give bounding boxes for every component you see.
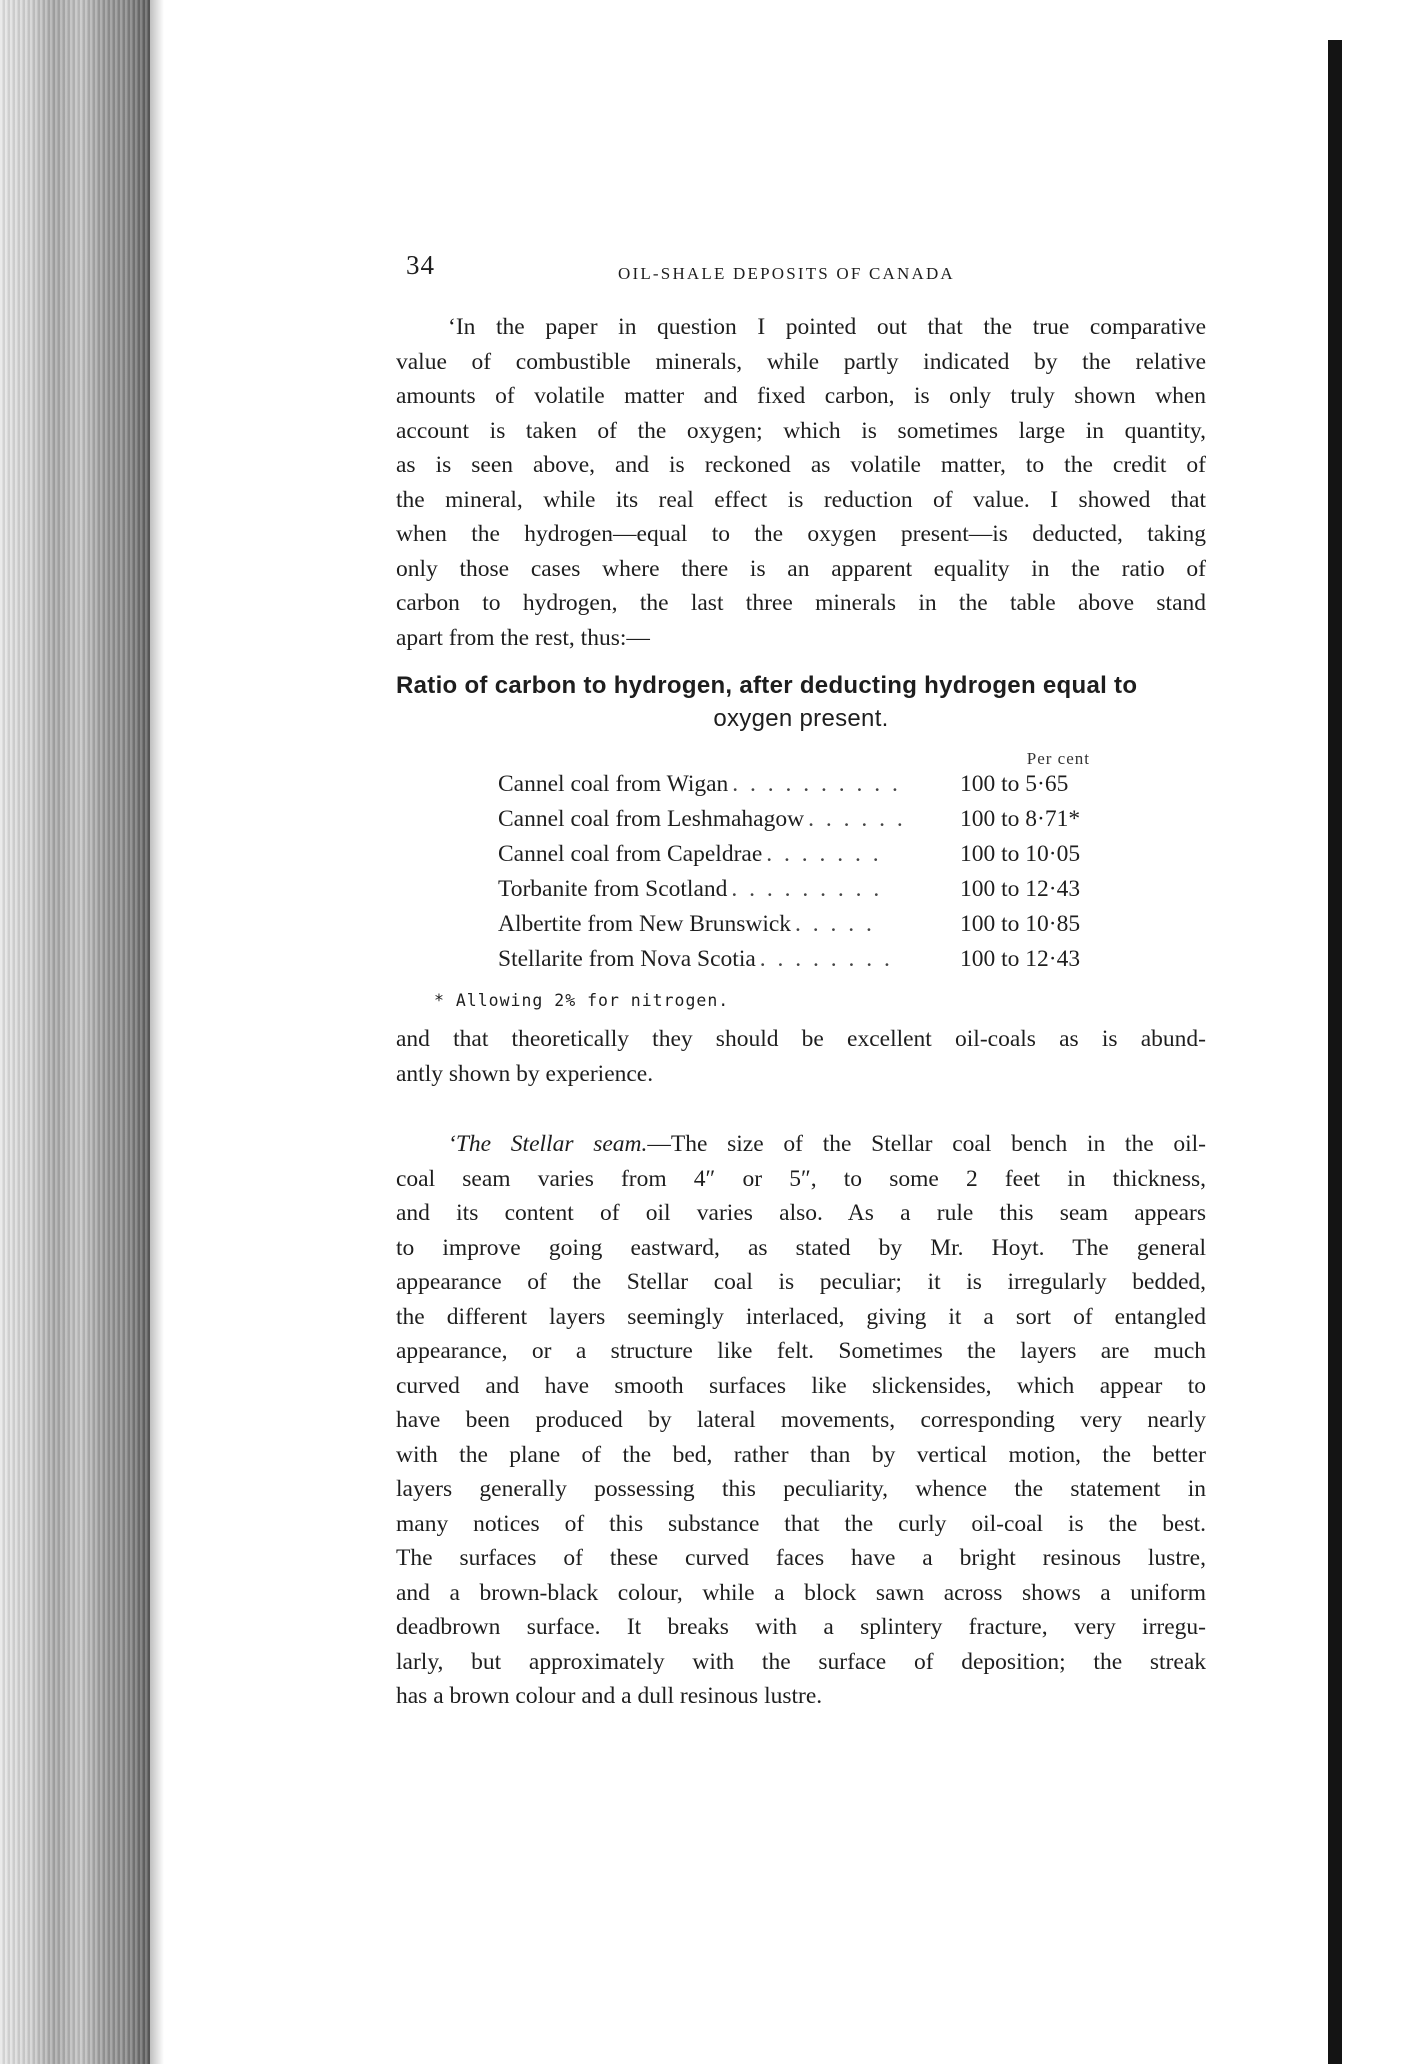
book-page (396, 250, 1206, 1714)
mineral-name: Cannel coal from Leshmahagow (498, 806, 805, 832)
text-line: antly shown by experience. (396, 1060, 654, 1087)
ratio-value: 100 to 10·85 (960, 911, 1081, 937)
gutter-shadow (150, 0, 164, 2064)
ratio-value: 100 to 5·65 (960, 771, 1069, 797)
mineral-name: Torbanite from Scotland (498, 876, 728, 902)
text-line: to improve going eastward, as stated by Mr. Hoyt. The general (396, 1234, 1206, 1261)
text-line: many notices of this substance that the curly oil-coal is the best. (396, 1510, 1206, 1537)
ratio-value: 100 to 12·43 (960, 876, 1081, 902)
text-line: curved and have smooth surfaces like slickensides, which appear to (396, 1372, 1206, 1399)
table-heading-line-2: oxygen present. (713, 705, 889, 732)
text-line: layers generally possessing this peculiarity, whence the statement in (396, 1476, 1206, 1502)
running-head (396, 250, 1206, 290)
paragraph-stellar-seam (396, 1127, 1206, 1714)
text-line: appearance of the Stellar coal is peculiar; it is irregularly bedded, (396, 1269, 1206, 1295)
text-line: and its content of oil varies also. As a rule this seam appears (396, 1200, 1206, 1226)
mineral-name: Cannel coal from Capeldrae (498, 841, 763, 867)
mineral-name: Stellarite from Nova Scotia (498, 946, 756, 972)
leader-dots: . . . . . . . . (759, 946, 893, 972)
text-line: when the hydrogen—equal to the oxygen present—is deducted, taking (396, 521, 1206, 547)
table-row (498, 946, 1098, 981)
text-line: the different layers seemingly interlaced, giving it a sort of entangled (396, 1303, 1206, 1330)
leader-dots: . . . . . . . (766, 841, 882, 867)
table-row (498, 771, 1098, 806)
table-row (498, 841, 1098, 876)
mineral-name: Cannel coal from Wigan (498, 771, 729, 797)
running-title: OIL-SHALE DEPOSITS OF CANADA (618, 264, 955, 283)
table-row (498, 911, 1098, 946)
text-line: the mineral, while its real effect is reduction of value. I showed that (396, 486, 1206, 513)
mineral-name: Albertite from New Brunswick (498, 911, 792, 937)
text-line: only those cases where there is an apparent equality in the ratio of (396, 555, 1206, 582)
text-line: larly, but approximately with the surface of deposition; the streak (396, 1648, 1206, 1675)
table-row (498, 806, 1098, 841)
page-number: 34 (406, 250, 435, 280)
leader-dots: . . . . . . . . . (731, 876, 883, 902)
text-line: The surfaces of these curved faces have a bright resinous lustre, (396, 1545, 1206, 1571)
table-heading (396, 669, 1206, 735)
text-line: with the plane of the bed, rather than by vertical motion, the better (396, 1441, 1206, 1468)
leader-dots: . . . . . (795, 911, 875, 937)
text-line: appearance, or a structure like felt. Sometimes the layers are much (396, 1338, 1206, 1364)
text-line: and that theoretically they should be excellent oil-coals as is abund- (396, 1026, 1206, 1052)
ratio-value: 100 to 10·05 (960, 841, 1081, 867)
text-line: ‘In the paper in question I pointed out that the true comparative (448, 314, 1206, 340)
footnote: * Allowing 2% for nitrogen. (434, 991, 730, 1010)
table-row (498, 876, 1098, 911)
text-line: value of combustible minerals, while partly indicated by the relative (396, 348, 1206, 375)
book-page-edges (0, 0, 150, 2064)
unit-label: Per cent (1026, 749, 1090, 768)
table-heading-line-1: Ratio of carbon to hydrogen, after deducting hydrogen equal to (396, 672, 1138, 699)
text-line: deadbrown surface. It breaks with a splintery fracture, very irregu- (396, 1614, 1206, 1640)
ratio-table (498, 749, 1098, 981)
paragraph-conclusion (396, 1022, 1206, 1091)
leader-dots: . . . . . . (808, 806, 906, 832)
text-line: account is taken of the oxygen; which is sometimes large in quantity, (396, 417, 1206, 444)
text-line: and a brown-black colour, while a block sawn across shows a uniform (396, 1579, 1206, 1606)
ratio-value: 100 to 12·43 (960, 946, 1081, 972)
text-line (396, 1127, 1206, 1162)
facing-page-edge (1328, 40, 1342, 2064)
leader-dots: . . . . . . . . . . (732, 771, 901, 797)
text-fragment: —The size of the Stellar coal bench in the oil- (647, 1131, 1206, 1157)
text-line: apart from the rest, thus:— (396, 624, 650, 651)
text-line: carbon to hydrogen, the last three minerals in the table above stand (396, 590, 1206, 616)
ratio-value: 100 to 8·71* (960, 806, 1081, 832)
text-line: as is seen above, and is reckoned as volatile matter, to the credit of (396, 452, 1206, 478)
text-line: has a brown colour and a dull resinous lustre. (396, 1683, 823, 1709)
text-line: have been produced by lateral movements, corresponding very nearly (396, 1407, 1206, 1433)
text-line: coal seam varies from 4″ or 5″, to some 2 feet in thickness, (396, 1165, 1206, 1192)
section-lead: ‘The Stellar seam. (448, 1131, 648, 1157)
paragraph-comparative-value (396, 310, 1206, 655)
text-line: amounts of volatile matter and fixed carbon, is only truly shown when (396, 383, 1206, 409)
